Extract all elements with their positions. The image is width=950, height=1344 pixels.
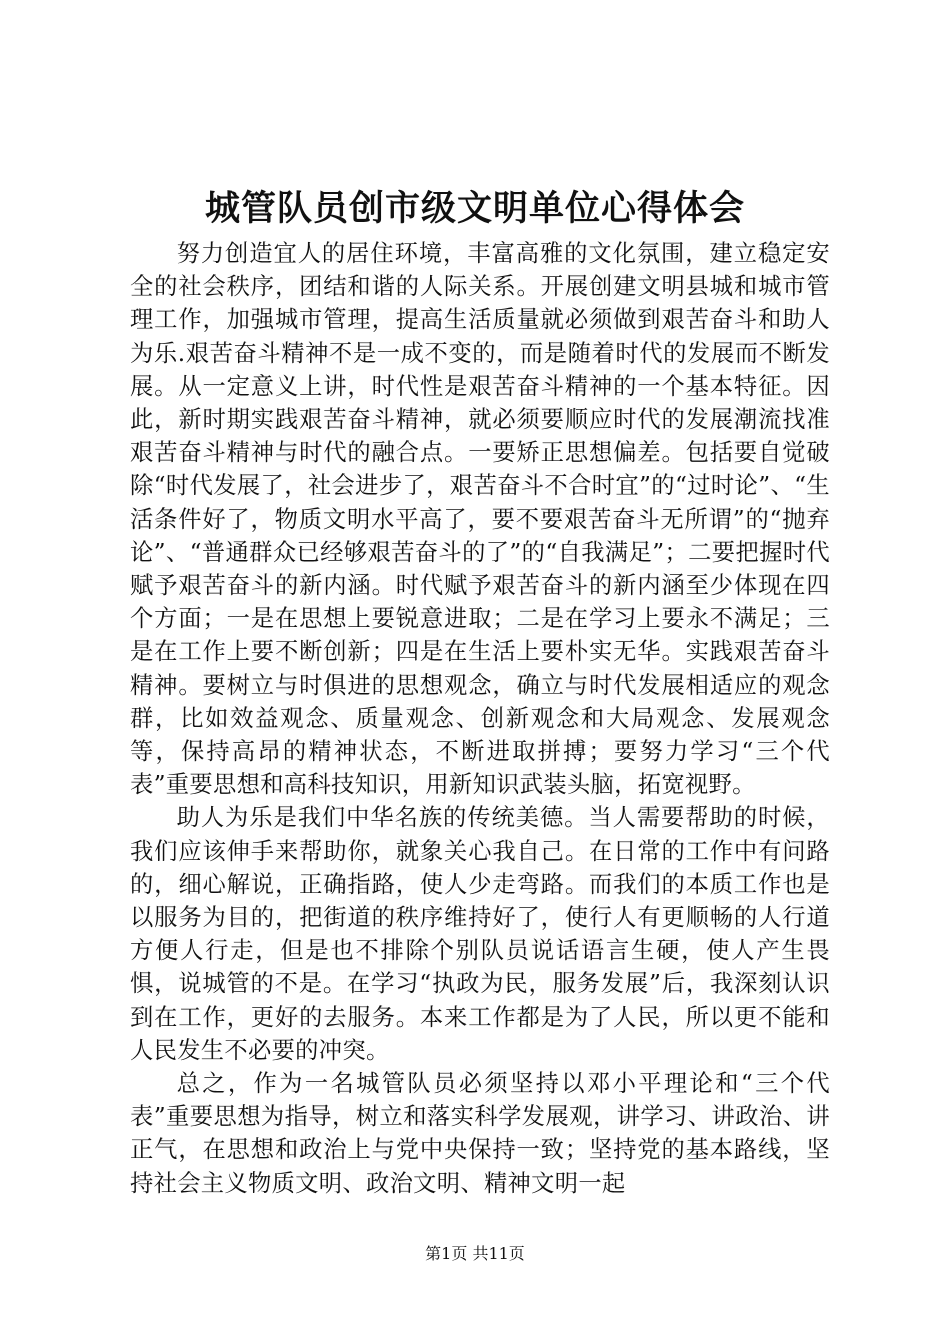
paragraph: 总之，作为一名城管队员必须坚持以邓小平理论和“三个代表”重要思想为指导，树立和落实科学发展观，讲学习、讲政治、讲正气，在思想和政治上与党中央保持一致；坚持党的基本路线，坚持社会主义物质文明、政治文明、精神文明一起 <box>130 1070 830 1197</box>
page-number-footer: 第1页 共11页 <box>425 1244 525 1263</box>
paragraph: 助人为乐是我们中华名族的传统美德。当人需要帮助的时候，我们应该伸手来帮助你，就象关心我自己。在日常的工作中有问路的，细心解说，正确指路，使人少走弯路。而我们的本质工作也是以服务为目的，把街道的秩序维持好了，使行人有更顺畅的人行道方便人行走，但是也不排除个别队员说话语言生硬，使人产生畏惧，说城管的不是。在学习“执政为民，服务发展”后，我深刻认识到在工作，更好的去服务。本来工作都是为了人民，所以更不能和人民发生不必要的冲突。 <box>130 804 830 1064</box>
document-body <box>130 237 830 1200</box>
document-title: 城管队员创市级文明单位心得体会 <box>204 188 745 229</box>
paragraph: 努力创造宜人的居住环境，丰富高雅的文化氛围，建立稳定安全的社会秩序，团结和谐的人际关系。开展创建文明县城和城市管理工作，加强城市管理，提高生活质量就必须做到艰苦奋斗和助人为乐.艰苦奋斗精神不是一成不变的，而是随着时代的发展而不断发展。从一定意义上讲，时代性是艰苦奋斗精神的一个基本特征。因此，新时期实践艰苦奋斗精神，就必须要顺应时代的发展潮流找准艰苦奋斗精神与时代的融合点。一要矫正思想偏差。包括要自觉破除“时代发展了，社会进步了，艰苦奋斗不合时宜”的“过时论”、“生活条件好了，物质文明水平高了，要不要艰苦奋斗无所谓”的“抛弃论”、“普通群众已经够艰苦奋斗的了”的“自我满足”；二要把握时代赋予艰苦奋斗的新内涵。时代赋予艰苦奋斗的新内涵至少体现在四个方面；一是在思想上要锐意进取；二是在学习上要永不满足；三是在工作上要不断创新；四是在生活上要朴实无华。实践艰苦奋斗精神。要树立与时俱进的思想观念，确立与时代发展相适应的观念群，比如效益观念、质量观念、创新观念和大局观念、发展观念等，保持高昂的精神状态，不断进取拼搏；要努力学习“三个代表”重要思想和高科技知识，用新知识武装头脑，拓宽视野。 <box>130 240 830 799</box>
